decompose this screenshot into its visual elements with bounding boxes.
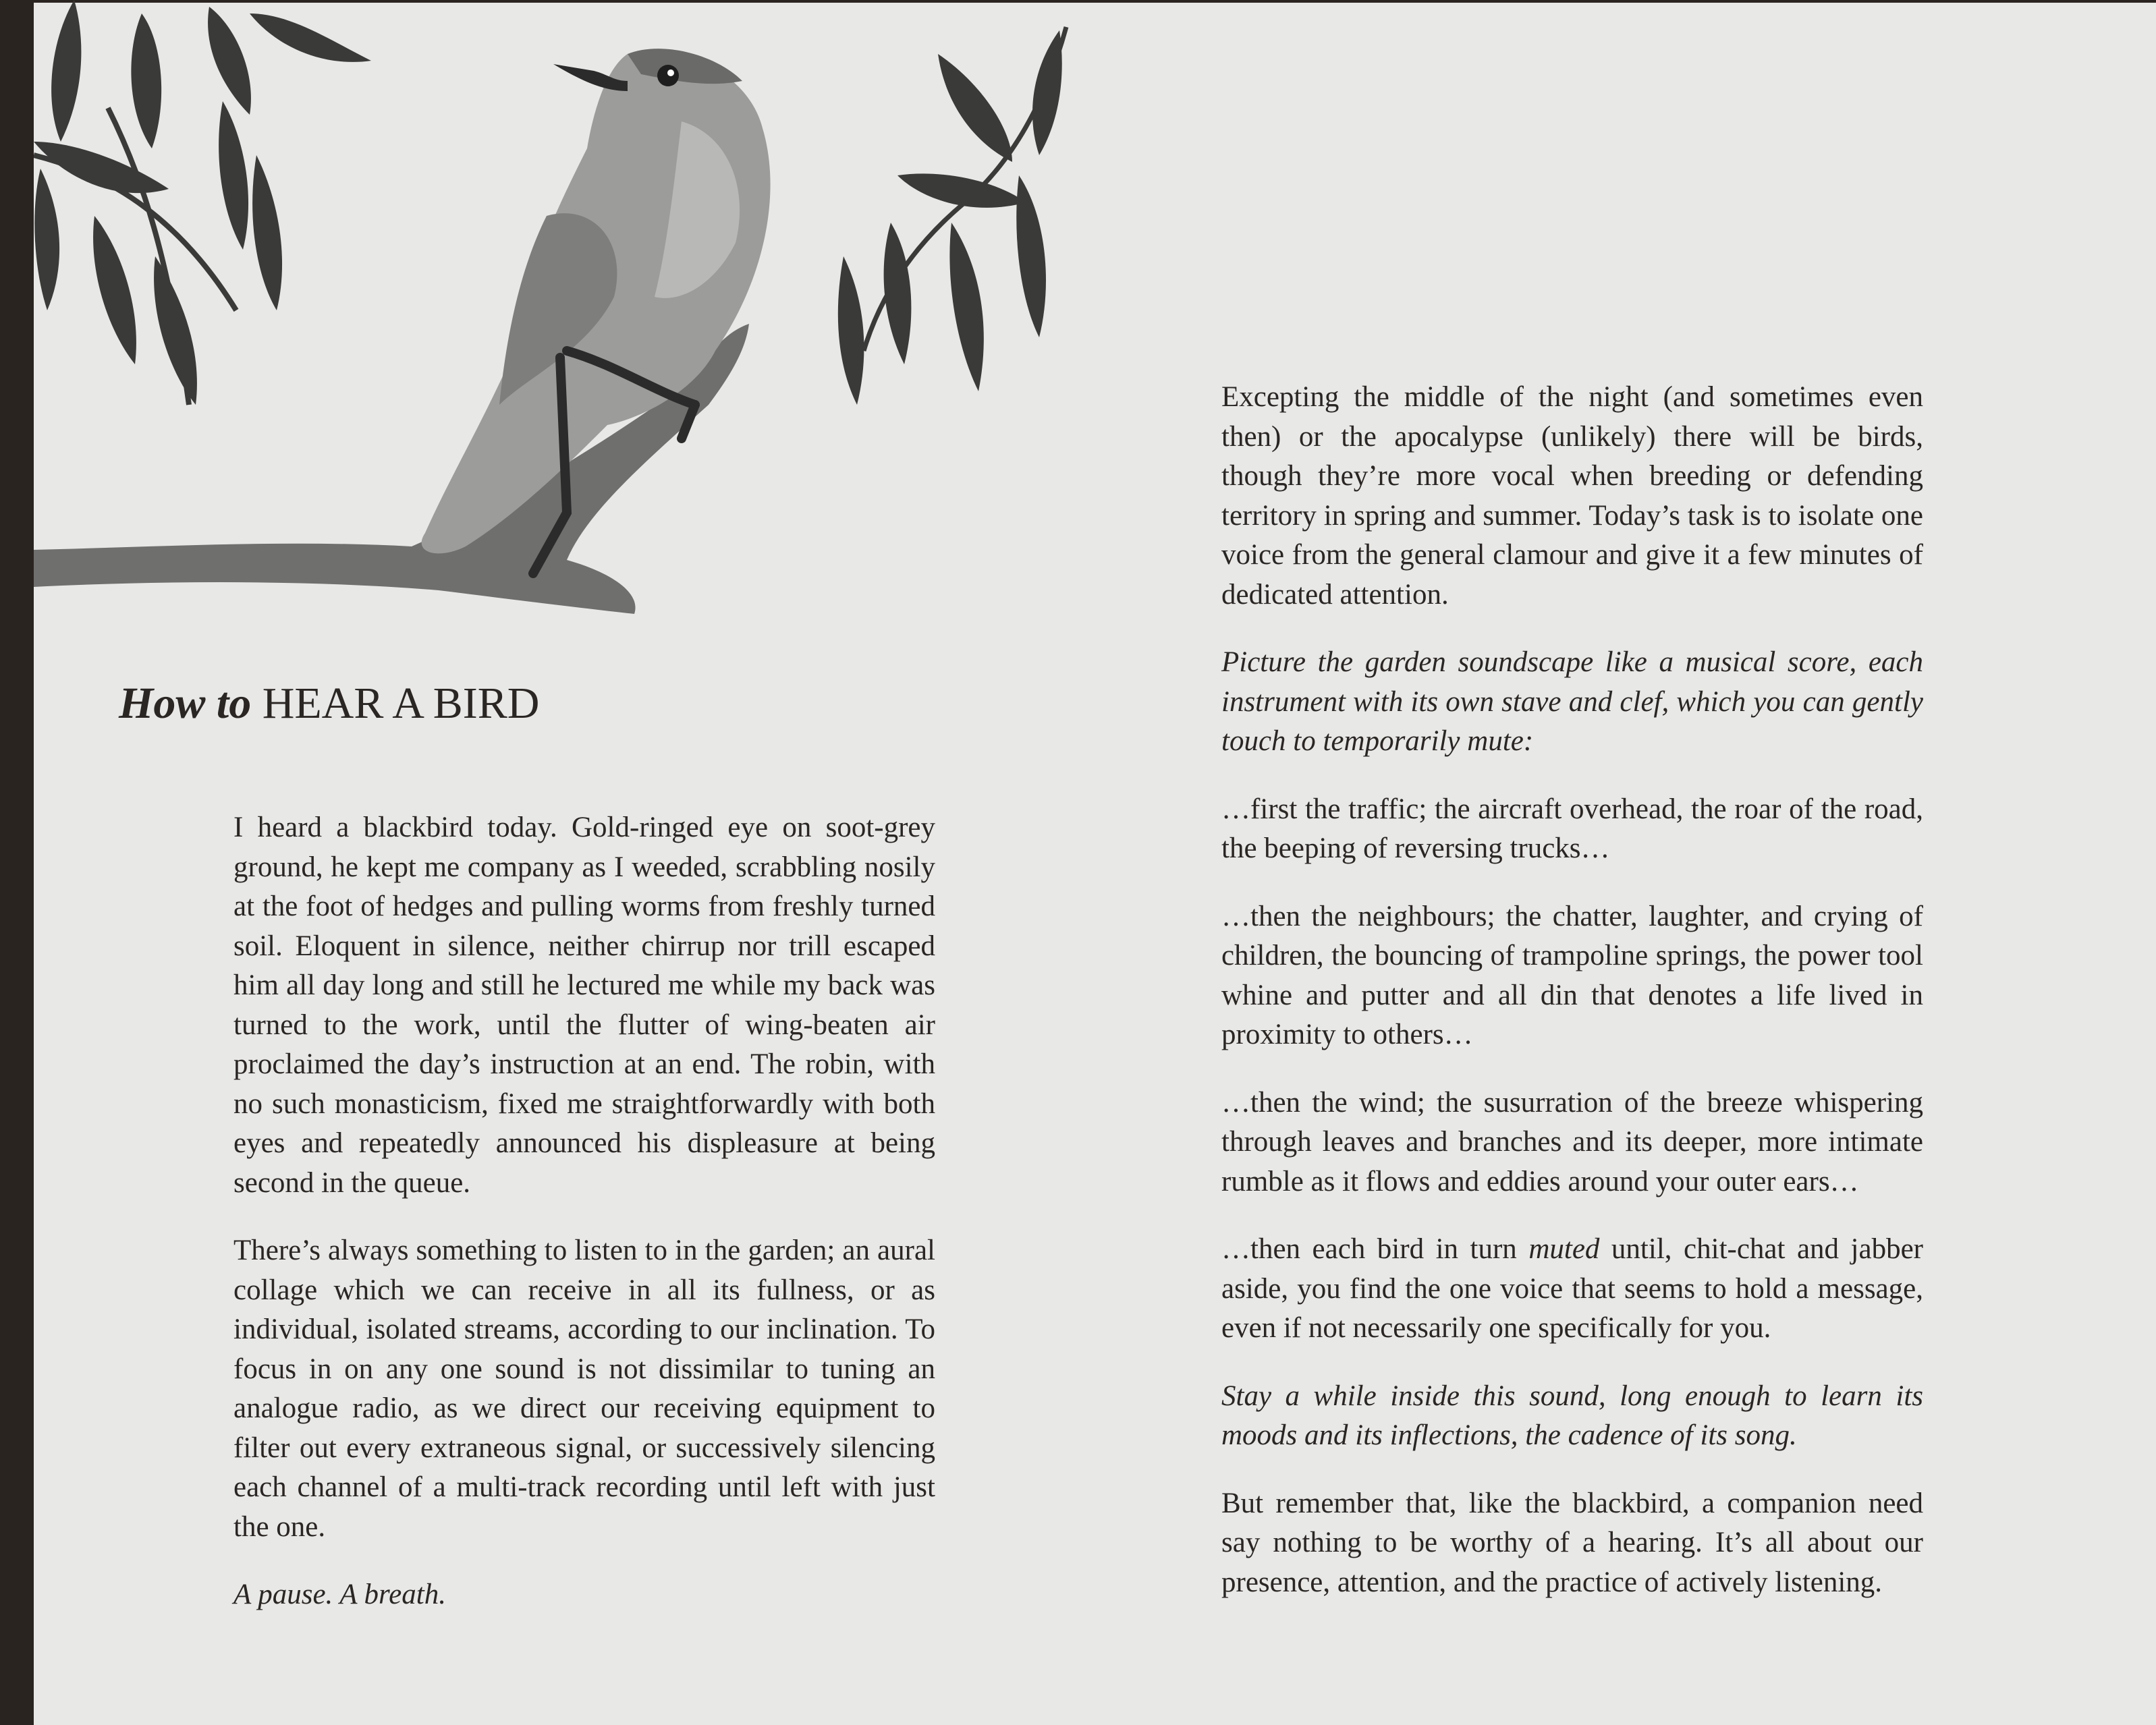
italic-paragraph: Stay a while inside this sound, long enough to learn its moods and its inflections, the cadence of its song.	[1221, 1380, 1923, 1451]
paragraph: But remember that, like the blackbird, a companion need say nothing to be worthy of a hearing. It’s all about our presence, attention, and the practice of actively listening.	[1221, 1487, 1923, 1598]
paragraph-text: until, chit-chat and jabber aside, you find the one voice that seems to hold a message, even if not necessarily one specifically for you.	[1221, 1233, 1923, 1344]
title-main: HEAR A BIRD	[262, 679, 540, 728]
right-column	[1221, 378, 1923, 1631]
paragraph: …first the traffic; the aircraft overhead, the roar of the road, the beeping of reversing trucks…	[1221, 793, 1923, 864]
paragraph: …then the neighbours; the chatter, laughter, and crying of children, the bouncing of trampoline springs, the power tool whine and putter and all din that denotes a life lived in proximity to others…	[1221, 900, 1923, 1050]
left-column	[233, 808, 935, 1643]
leaves-left-icon	[34, 0, 371, 405]
paragraph: There’s always something to listen to in the garden; an aural collage which we can receive in all its fullness, or as individual, isolated streams, according to our inclination. To focus in on any one sound is not dissimilar to tuning an analogue radio, as we direct our receiving equipment to filter out every extraneous signal, or successively silencing each channel of a multi-track recording until left with just the one.	[233, 1235, 935, 1543]
emphasis-text: muted	[1528, 1233, 1600, 1265]
italic-paragraph: Picture the garden soundscape like a musical score, each instrument with its own stave and clef, which you can gently touch to temporarily mute:	[1221, 646, 1923, 757]
paragraph	[1221, 1230, 1923, 1349]
paragraph-text: …then each bird in turn	[1221, 1233, 1529, 1265]
page-title	[119, 678, 539, 729]
title-italic-prefix: How to	[119, 679, 252, 728]
paragraph: …then the wind; the susurration of the breeze whispering through leaves and branches and its deeper, more intimate rumble as it flows and eddies around your outer ears…	[1221, 1086, 1923, 1197]
paragraph: I heard a blackbird today. Gold-ringed eye on soot-grey ground, he kept me company as I weeded, scrabbling nosily at the foot of hedges and pulling worms from freshly turned soil. Eloquent in silence, neither chirrup nor trill escaped him all day long and still he lectured me while my back was turned to the work, until the flutter of wing-beaten air proclaimed the day’s instruction at an end. The robin, with no such monasticism, fixed me straightforwardly with both eyes and repeatedly announced his displeasure at being second in the queue.	[233, 812, 935, 1199]
paragraph: Excepting the middle of the night (and sometimes even then) or the apocalypse (unlikely) there will be birds, though they’re more vocal when breeding or defending territory in spring and summer. Today’s task is to isolate one voice from the general clamour and give it a few minutes of dedicated attention.	[1221, 381, 1923, 611]
book-spine	[0, 0, 34, 1725]
robin-on-branch-illustration	[34, 0, 1080, 648]
italic-paragraph: A pause. A breath.	[233, 1579, 446, 1610]
